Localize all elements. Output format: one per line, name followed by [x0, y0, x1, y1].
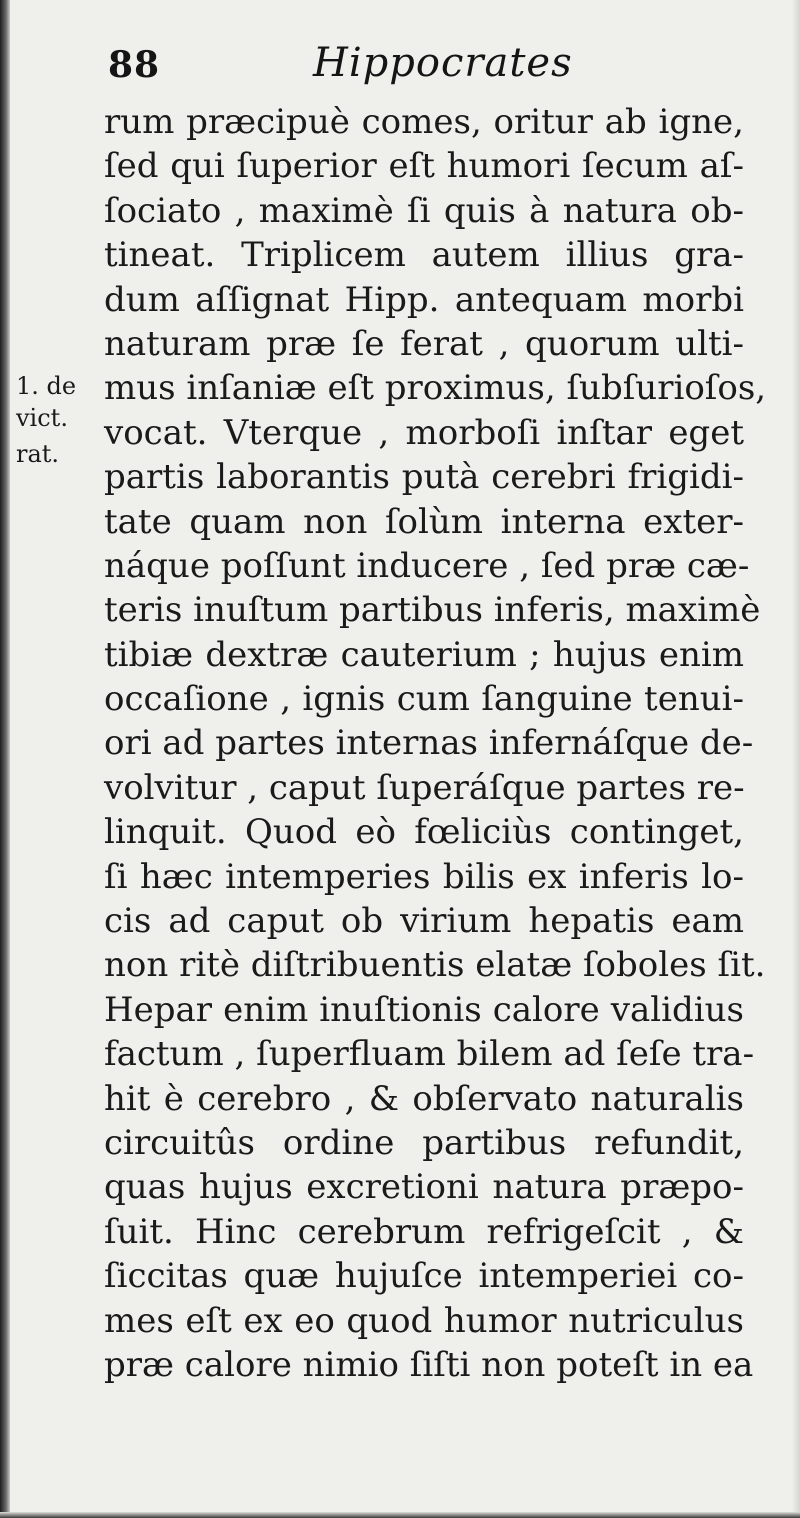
page-bottom-shadow [0, 1512, 800, 1518]
text-line: náque poſſunt inducere , ſed præ cæ- [104, 545, 750, 586]
text-line: mes eſt ex eo quod humor nutriculus [104, 1300, 744, 1341]
page-number: 88 [108, 44, 161, 86]
text-line: circuitûs ordine partibus refundit, [104, 1122, 744, 1163]
text-line: ſed qui ſuperior eſt humori ſecum aſ- [104, 146, 744, 187]
text-line: ſi hæc intemperies bilis ex inferis lo- [104, 856, 744, 897]
text-line: tineat. Triplicem autem illius gra- [104, 235, 744, 276]
text-line: factum , ſuperfluam bilem ad ſeſe tra- [104, 1034, 755, 1075]
marginal-note-line: vict. [16, 404, 68, 432]
text-line: tate quam non ſolùm interna exter- [104, 501, 744, 542]
text-line: ſiccitas quæ hujuſce intemperiei co- [104, 1256, 744, 1297]
text-line: volvitur , caput ſuperáſque partes re- [104, 767, 745, 808]
text-line: ſociato , maximè ſi quis à natura ob- [104, 190, 744, 231]
running-head-title: Hippocrates [313, 40, 573, 86]
text-line: vocat. Vterque , morboſi inſtar eget [104, 412, 744, 453]
text-line: rum præcipuè comes, oritur ab igne, [104, 102, 744, 142]
text-line: præ calore nimio ſiſti non poteſt in ea [104, 1344, 754, 1385]
page-edge-bleed [792, 0, 800, 1518]
page-gutter-shadow [0, 0, 10, 1518]
text-line: naturam præ ſe ferat , quorum ulti- [104, 323, 744, 364]
text-line: occaſione , ignis cum ſanguine tenui- [104, 679, 744, 720]
text-line: linquit. Quod eò fœliciùs continget, [104, 812, 744, 853]
text-line: non ritè diſtribuentis elatæ ſoboles ſit. [104, 945, 766, 986]
marginal-note-line: rat. [16, 440, 60, 468]
marginal-note [16, 364, 92, 476]
text-line: tibiæ dextræ cauterium ; hujus enim [104, 634, 744, 675]
running-head [108, 40, 748, 96]
text-line: hit è cerebro , & obſervato naturalis [104, 1078, 744, 1119]
text-line: cis ad caput ob virium hepatis eam [104, 901, 744, 942]
text-line: Hepar enim inuſtionis calore validius [104, 989, 744, 1030]
body-text [104, 100, 767, 1387]
text-line: quas hujus excretioni natura præpo- [104, 1167, 744, 1208]
text-line: mus inſaniæ eſt proximus, ſubſurioſos, [104, 368, 767, 409]
text-line: partis laborantis putà cerebri frigidi- [104, 457, 744, 498]
marginal-note-line: 1. de [16, 372, 77, 400]
text-line: dum aſſignat Hipp. antequam morbi [104, 279, 744, 320]
text-line: teris inuſtum partibus inferis, maximè [104, 590, 761, 631]
text-line: ori ad partes internas infernáſque de- [104, 723, 754, 764]
text-line: ſuit. Hinc cerebrum refrigeſcit , & [104, 1211, 744, 1252]
